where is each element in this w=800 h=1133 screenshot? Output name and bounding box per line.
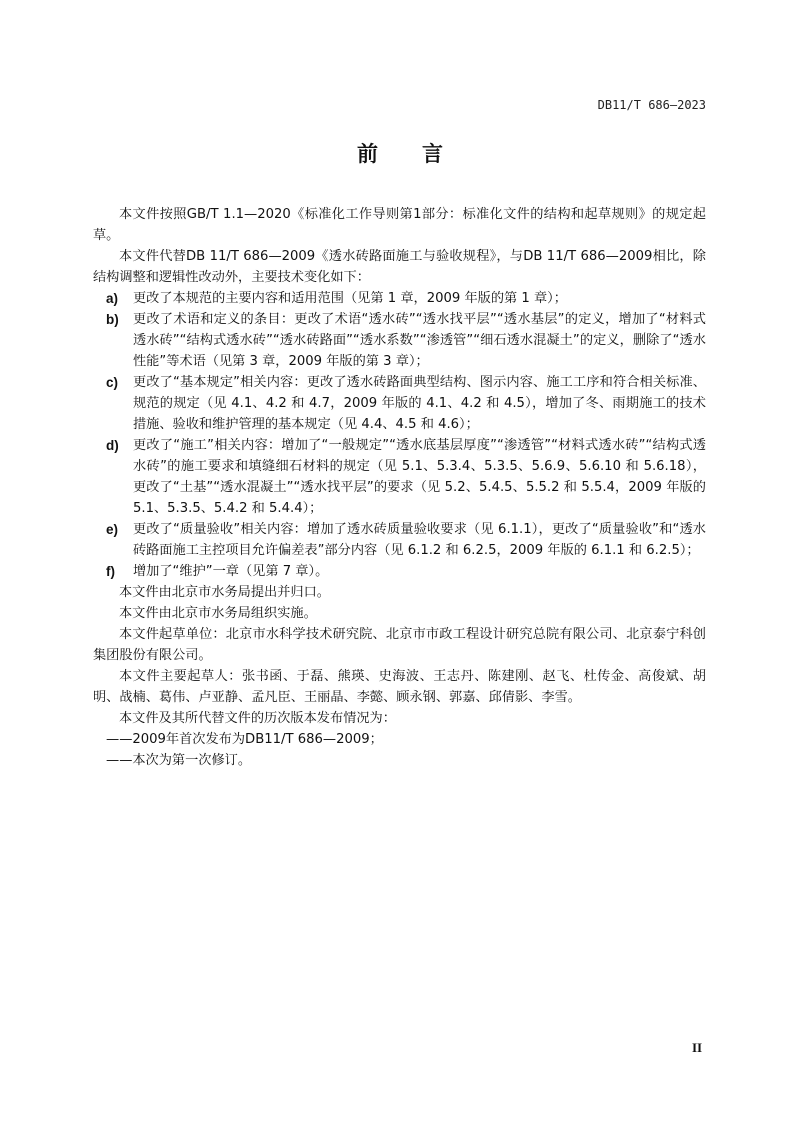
list-item-text: 更改了术语和定义的条目：更改了术语“透水砖”“透水找平层”“透水基层”的定义，增加了“材料式透水砖”“结构式透水砖”“透水砖路面”“透水系数”“渗透管”“细石透水混凝土”的定义，删除了“透水性能”等术语（见第 3 章，2009 年版的第 3 章）； — [133, 312, 706, 369]
list-item — [93, 561, 706, 582]
paragraph-replacement: 本文件代替DB 11/T 686—2009《透水砖路面施工与验收规程》，与DB 11/T 686—2009相比，除结构调整和逻辑性改动外，主要技术变化如下： — [93, 249, 706, 285]
list-item — [93, 309, 706, 372]
paragraph-drafting-units: 本文件起草单位：北京市水科学技术研究院、北京市市政工程设计研究总院有限公司、北京泰宁科创集团股份有限公司。 — [93, 627, 706, 663]
paragraph-basis: 本文件按照GB/T 1.1—2020《标准化工作导则第1部分：标准化文件的结构和起草规则》的规定起草。 — [93, 207, 706, 243]
list-marker: a) — [106, 291, 119, 306]
list-item-text: 更改了“施工”相关内容：增加了“一般规定”“透水底基层厚度”“渗透管”“材料式透水砖”“结构式透水砖”的施工要求和填缝细石材料的规定（见 5.1、5.3.4、5.3.5、5.6.9、5.6.10 和 5.6.18），更改了“土基”“透水混凝土”“透水找平层”的要求（见 5.2、5.4.5、5.5.2 和 5.5.4，2009 年版的 5.1、5.3.5、5.4.2 和 5.4.4）； — [133, 438, 706, 516]
list-marker: b) — [106, 312, 119, 327]
list-item-text: 更改了本规范的主要内容和适用范围（见第 1 章，2009 年版的第 1 章）； — [133, 291, 567, 306]
paragraph-implementer: 本文件由北京市水务局组织实施。 — [119, 606, 317, 621]
list-item — [93, 288, 706, 309]
list-item-text: 更改了“基本规定”相关内容：更改了透水砖路面典型结构、图示内容、施工工序和符合相关标准、规范的规定（见 4.1、4.2 和 4.7，2009 年版的 4.1、4.2 和 4.5），增加了冬、雨期施工的技术措施、验收和维护管理的基本规定（见 4.4、4.5 和 4.6）； — [133, 375, 706, 432]
page-number: II — [692, 1040, 703, 1055]
list-item-text: 增加了“维护”一章（见第 7 章）。 — [133, 564, 329, 579]
list-marker: c) — [106, 375, 119, 390]
list-marker: f) — [106, 564, 115, 579]
paragraph-drafters: 本文件主要起草人：张书函、于磊、熊瑛、史海波、王志丹、陈建刚、赵飞、杜传金、高俊斌、胡明、战楠、葛伟、卢亚静、孟凡臣、王丽晶、李懿、顾永钢、郭嘉、邱倩影、李雪。 — [93, 669, 706, 705]
paragraph-history-intro: 本文件及其所代替文件的历次版本发布情况为： — [119, 711, 396, 726]
list-marker: d) — [106, 438, 119, 453]
document-code: DB11/T 686—2023 — [597, 98, 706, 112]
list-item-text: 更改了“质量验收”相关内容：增加了透水砖质量验收要求（见 6.1.1），更改了“质量验收”和“透水砖路面施工主控项目允许偏差表”部分内容（见 6.1.2 和 6.2.5，2009 年版的 6.1.1 和 6.2.5）； — [133, 522, 706, 558]
paragraph-proposer: 本文件由北京市水务局提出并归口。 — [119, 585, 330, 600]
changes-list — [93, 288, 706, 582]
list-item — [93, 372, 706, 435]
list-item — [93, 519, 706, 561]
list-item — [93, 435, 706, 519]
page-title — [0, 138, 800, 168]
title-char-2: 言 — [422, 142, 443, 166]
list-marker: e) — [106, 522, 119, 537]
title-char-1: 前 — [357, 142, 378, 166]
document-body — [93, 204, 706, 771]
history-item: ——本次为第一次修订。 — [106, 753, 252, 768]
history-item: ——2009年首次发布为DB11/T 686—2009； — [106, 732, 383, 747]
